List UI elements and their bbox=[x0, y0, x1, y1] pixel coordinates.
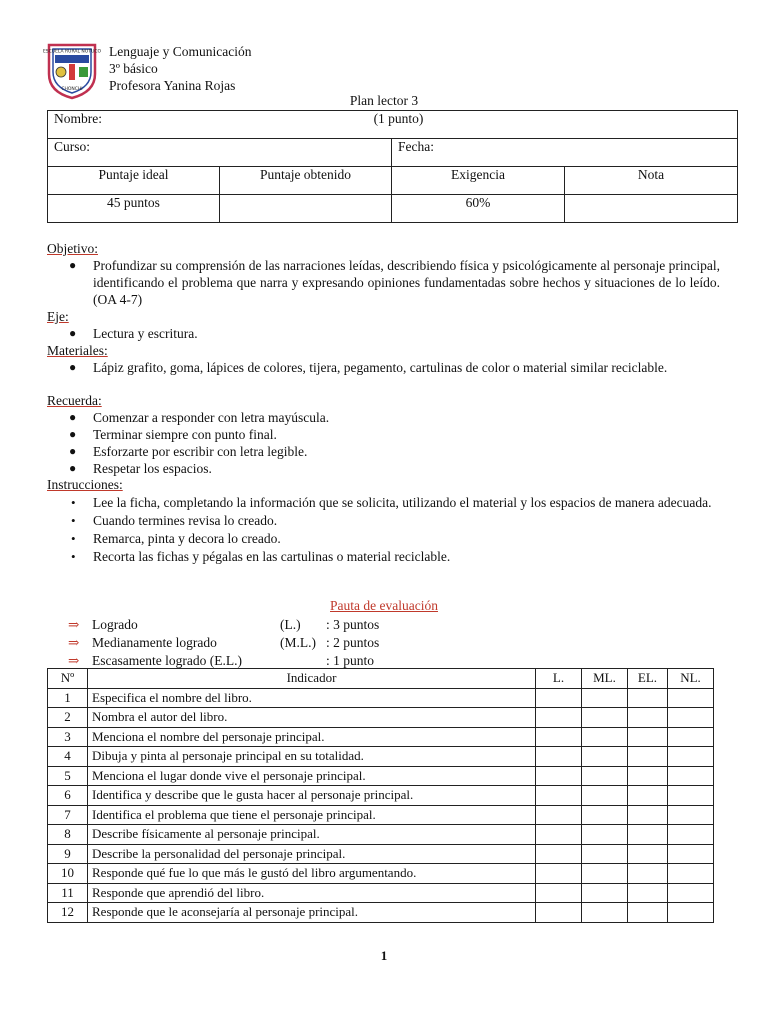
row-indicator: Identifica el problema que tiene el personaje principal. bbox=[88, 805, 536, 825]
row-number: 8 bbox=[48, 825, 88, 845]
score-cell-el[interactable] bbox=[628, 903, 668, 923]
score-cell-nl[interactable] bbox=[668, 747, 714, 767]
score-cell-ml[interactable] bbox=[582, 805, 628, 825]
row-indicator: Identifica y describe que le gusta hacer al personaje principal. bbox=[88, 786, 536, 806]
score-cell-l[interactable] bbox=[536, 883, 582, 903]
table-row bbox=[48, 766, 714, 786]
score-cell-ml[interactable] bbox=[582, 766, 628, 786]
evaluation-table bbox=[47, 668, 714, 923]
list-item: • Recorta las fichas y pégalas en las cartulinas o material reciclable. bbox=[71, 549, 451, 564]
pauta-title: Pauta de evaluación bbox=[330, 598, 438, 613]
course-field[interactable]: Curso: bbox=[48, 139, 392, 167]
student-info-table bbox=[47, 110, 738, 223]
list-item: • Lee la ficha, completando la información que se solicita, utilizando el material y los espacios de manera adecuada. bbox=[71, 495, 712, 510]
header-el: EL. bbox=[628, 669, 668, 689]
score-cell-ml[interactable] bbox=[582, 786, 628, 806]
score-cell-nl[interactable] bbox=[668, 708, 714, 728]
score-cell-ml[interactable] bbox=[582, 708, 628, 728]
table-row bbox=[48, 688, 714, 708]
obtained-score-field[interactable] bbox=[220, 195, 392, 223]
row-number: 2 bbox=[48, 708, 88, 728]
score-cell-l[interactable] bbox=[536, 708, 582, 728]
scale-item: ⇒ Medianamente logrado (M.L.) : 2 puntos bbox=[68, 635, 380, 650]
teacher: Profesora Yanina Rojas bbox=[109, 78, 236, 93]
score-cell-el[interactable] bbox=[628, 864, 668, 884]
dot-icon: • bbox=[71, 549, 76, 564]
score-cell-nl[interactable] bbox=[668, 688, 714, 708]
header-nl: NL. bbox=[668, 669, 714, 689]
list-item: • Cuando termines revisa lo creado. bbox=[71, 513, 278, 528]
points-label: (1 punto) bbox=[373, 111, 424, 126]
plan-title: Plan lector 3 bbox=[349, 93, 419, 108]
score-cell-el[interactable] bbox=[628, 883, 668, 903]
bullet-icon: ● bbox=[69, 326, 77, 340]
score-cell-nl[interactable] bbox=[668, 844, 714, 864]
score-cell-el[interactable] bbox=[628, 766, 668, 786]
table-row bbox=[48, 747, 714, 767]
row-indicator: Menciona el nombre del personaje principal. bbox=[88, 727, 536, 747]
header-number: Nº bbox=[48, 669, 88, 689]
row-indicator: Describe la personalidad del personaje principal. bbox=[88, 844, 536, 864]
score-cell-l[interactable] bbox=[536, 805, 582, 825]
list-item: • Remarca, pinta y decora lo creado. bbox=[71, 531, 281, 546]
score-cell-nl[interactable] bbox=[668, 766, 714, 786]
bullet-icon: ● bbox=[69, 427, 77, 441]
score-cell-ml[interactable] bbox=[582, 825, 628, 845]
header-ml: ML. bbox=[582, 669, 628, 689]
list-item: ● Comenzar a responder con letra mayúscula. bbox=[69, 410, 330, 425]
recuerda-section bbox=[47, 392, 720, 477]
table-row bbox=[48, 903, 714, 923]
table-row bbox=[48, 883, 714, 903]
score-cell-ml[interactable] bbox=[582, 688, 628, 708]
eje-label: Eje: bbox=[47, 309, 69, 324]
row-number: 4 bbox=[48, 747, 88, 767]
materiales-section bbox=[47, 342, 720, 376]
score-cell-el[interactable] bbox=[628, 708, 668, 728]
score-cell-nl[interactable] bbox=[668, 786, 714, 806]
score-cell-ml[interactable] bbox=[582, 883, 628, 903]
instrucciones-section bbox=[47, 476, 720, 566]
row-number: 3 bbox=[48, 727, 88, 747]
row-number: 11 bbox=[48, 883, 88, 903]
score-cell-l[interactable] bbox=[536, 825, 582, 845]
score-cell-nl[interactable] bbox=[668, 903, 714, 923]
subject: Lenguaje y Comunicación bbox=[109, 44, 252, 59]
header-obtained: Puntaje obtenido bbox=[220, 167, 392, 195]
score-cell-el[interactable] bbox=[628, 727, 668, 747]
score-cell-ml[interactable] bbox=[582, 747, 628, 767]
date-field[interactable]: Fecha: bbox=[392, 139, 738, 167]
bullet-icon: ● bbox=[69, 258, 77, 272]
row-number: 5 bbox=[48, 766, 88, 786]
list-item: ● Esforzarte por escribir con letra legible. bbox=[69, 444, 308, 459]
score-cell-el[interactable] bbox=[628, 688, 668, 708]
score-cell-el[interactable] bbox=[628, 747, 668, 767]
grade: 3º básico bbox=[109, 61, 158, 76]
score-cell-l[interactable] bbox=[536, 864, 582, 884]
score-cell-l[interactable] bbox=[536, 786, 582, 806]
objetivo-section bbox=[47, 240, 720, 308]
score-cell-ml[interactable] bbox=[582, 844, 628, 864]
page-number: 1 bbox=[380, 948, 388, 963]
scale-item: ⇒ Logrado (L.) : 3 puntos bbox=[68, 617, 380, 632]
dot-icon: • bbox=[71, 513, 76, 528]
header-l: L. bbox=[536, 669, 582, 689]
score-cell-el[interactable] bbox=[628, 786, 668, 806]
list-item: ● Respetar los espacios. bbox=[69, 461, 212, 476]
svg-text:CHONCHI: CHONCHI bbox=[61, 87, 83, 92]
score-cell-ml[interactable] bbox=[582, 903, 628, 923]
score-cell-nl[interactable] bbox=[668, 864, 714, 884]
table-row bbox=[48, 825, 714, 845]
row-indicator: Menciona el lugar donde vive el personaje principal. bbox=[88, 766, 536, 786]
bullet-icon: ● bbox=[69, 461, 77, 475]
header bbox=[109, 43, 251, 94]
score-cell-l[interactable] bbox=[536, 766, 582, 786]
list-item: ● Lápiz grafito, goma, lápices de colores, tijera, pegamento, cartulinas de color o material similar reciclable. bbox=[69, 360, 668, 375]
school-crest-icon bbox=[42, 42, 102, 100]
row-indicator: Especifica el nombre del libro. bbox=[88, 688, 536, 708]
header-indicator: Indicador bbox=[88, 669, 536, 689]
row-indicator: Responde que le aconsejaría al personaje principal. bbox=[88, 903, 536, 923]
exigency-value: 60% bbox=[392, 195, 565, 223]
scale-list bbox=[68, 616, 379, 670]
list-item: ● Profundizar su comprensión de las narraciones leídas, describiendo física y psicológicamente al personaje principal, identificando el problema que narra y expresando opiniones fundamentadas sobre hechos y situaciones de lo leído. (OA 4-7) bbox=[69, 258, 720, 307]
list-item: ● Terminar siempre con punto final. bbox=[69, 427, 277, 442]
arrow-right-icon: ⇒ bbox=[68, 653, 80, 668]
bullet-icon: ● bbox=[69, 360, 77, 374]
bullet-icon: ● bbox=[69, 444, 77, 458]
table-row bbox=[48, 844, 714, 864]
row-number: 7 bbox=[48, 805, 88, 825]
arrow-right-icon: ⇒ bbox=[68, 617, 80, 632]
svg-text:ESCUELA RURAL NOTUCO: ESCUELA RURAL NOTUCO bbox=[42, 49, 102, 55]
scale-item: ⇒ Escasamente logrado (E.L.) : 1 punto bbox=[68, 653, 375, 668]
table-row bbox=[48, 727, 714, 747]
score-cell-nl[interactable] bbox=[668, 825, 714, 845]
score-cell-l[interactable] bbox=[536, 844, 582, 864]
row-indicator: Dibuja y pinta al personaje principal en su totalidad. bbox=[88, 747, 536, 767]
dot-icon: • bbox=[71, 495, 76, 510]
score-cell-ml[interactable] bbox=[582, 864, 628, 884]
table-row bbox=[48, 805, 714, 825]
eje-section bbox=[47, 308, 720, 342]
header-grade: Nota bbox=[565, 167, 738, 195]
row-number: 10 bbox=[48, 864, 88, 884]
bullet-icon: ● bbox=[69, 410, 77, 424]
header-ideal: Puntaje ideal bbox=[48, 167, 220, 195]
row-number: 9 bbox=[48, 844, 88, 864]
name-field[interactable]: Nombre: bbox=[48, 111, 392, 139]
table-row bbox=[48, 864, 714, 884]
table-row bbox=[48, 708, 714, 728]
score-cell-l[interactable] bbox=[536, 688, 582, 708]
grade-field[interactable] bbox=[565, 195, 738, 223]
score-cell-el[interactable] bbox=[628, 825, 668, 845]
score-cell-l[interactable] bbox=[536, 747, 582, 767]
score-cell-l[interactable] bbox=[536, 727, 582, 747]
table-row bbox=[48, 786, 714, 806]
arrow-right-icon: ⇒ bbox=[68, 635, 80, 650]
header-exigency: Exigencia bbox=[392, 167, 565, 195]
row-indicator: Responde qué fue lo que más le gustó del libro argumentando. bbox=[88, 864, 536, 884]
materiales-label: Materiales: bbox=[47, 343, 108, 358]
score-cell-nl[interactable] bbox=[668, 727, 714, 747]
list-item: ● Lectura y escritura. bbox=[69, 326, 198, 341]
score-cell-el[interactable] bbox=[628, 805, 668, 825]
score-cell-nl[interactable] bbox=[668, 805, 714, 825]
score-cell-nl[interactable] bbox=[668, 883, 714, 903]
instrucciones-label: Instrucciones: bbox=[47, 477, 123, 492]
score-cell-el[interactable] bbox=[628, 844, 668, 864]
row-indicator: Responde que aprendió del libro. bbox=[88, 883, 536, 903]
recuerda-label: Recuerda: bbox=[47, 393, 102, 408]
score-cell-l[interactable] bbox=[536, 903, 582, 923]
school-logo bbox=[42, 42, 102, 100]
row-number: 1 bbox=[48, 688, 88, 708]
ideal-score: 45 puntos bbox=[48, 195, 220, 223]
row-number: 12 bbox=[48, 903, 88, 923]
dot-icon: • bbox=[71, 531, 76, 546]
row-number: 6 bbox=[48, 786, 88, 806]
row-indicator: Nombra el autor del libro. bbox=[88, 708, 536, 728]
row-indicator: Describe físicamente al personaje principal. bbox=[88, 825, 536, 845]
objetivo-label: Objetivo: bbox=[47, 241, 98, 256]
score-cell-ml[interactable] bbox=[582, 727, 628, 747]
